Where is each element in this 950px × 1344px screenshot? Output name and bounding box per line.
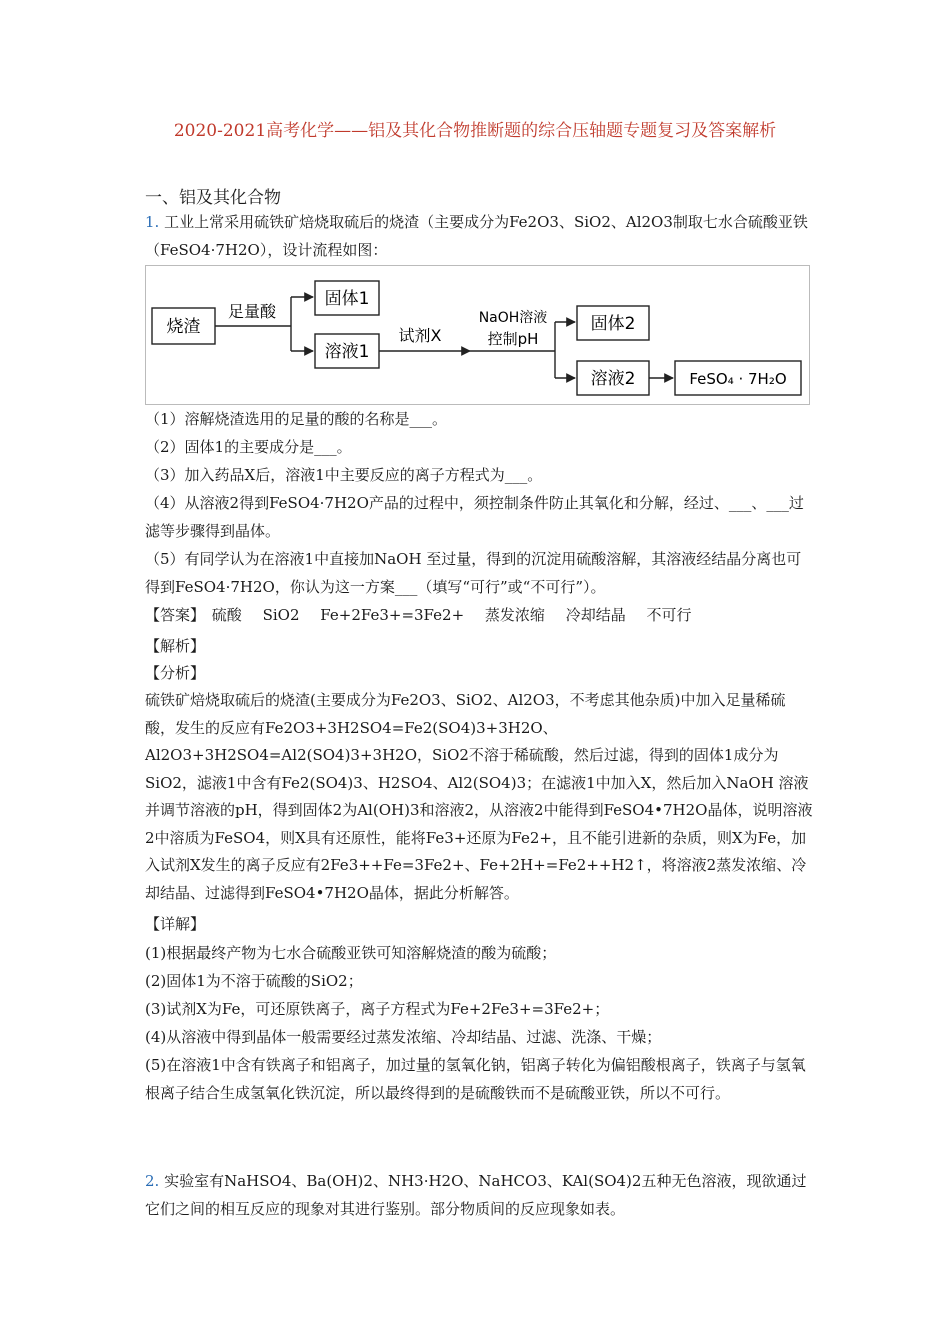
detail-2: (2)固体1为不溶于硫酸的SiO2；: [145, 972, 363, 990]
analysis-text: 硫铁矿焙烧取硫后的烧渣(主要成分为Fe2O3、SiO2、Al2O3，不考虑其他杂质)中加入足量稀硫酸，发生的反应有Fe2O3+3H2SO4=Fe2(SO4)3+3H2O、Al2O3+3H2SO4=Al2(SO4)3+3H2O，SiO2不溶于稀硫酸，然后过滤，得到的固体1成分为SiO2，滤液1中含有Fe2(SO4)3、H2SO4、Al2(SO4)3；在滤液1中加入X，然后加入NaOH 溶液并调节溶液的pH，得到固体2为Al(OH)3和溶液2，从溶液2中能得到FeSO4•7H2O晶体，说明溶液2中溶质为FeSO4，则X具有还原性，能将Fe3+还原为Fe2+，且不能引进新的杂质，则X为Fe，加入试剂X发生的离子反应有2Fe3++Fe=3Fe2+、Fe+2H+=Fe2++H2↑，将溶液2蒸发浓缩、冷却结晶、过滤得到FeSO4•7H2O晶体，据此分析解答。: [145, 691, 813, 902]
document-title: 2020-2021高考化学——铝及其化合物推断题的综合压轴题专题复习及答案解析: [173, 121, 777, 141]
question-2-number: 2.: [145, 1172, 160, 1190]
answer-item-2: SiO2: [262, 606, 300, 624]
answer-item-3: Fe+2Fe3+=3Fe2+: [320, 606, 465, 624]
answer-item-5: 冷却结晶: [565, 606, 626, 624]
flowchart: [145, 265, 810, 405]
detail-3: (3)试剂X为Fe，可还原铁离子，离子方程式为Fe+2Fe3+=3Fe2+；: [145, 1000, 610, 1018]
answer-label: 【答案】: [145, 606, 206, 624]
answer-line: [145, 602, 708, 629]
question-2-stem: [145, 1168, 815, 1223]
answer-item-1: 硫酸: [211, 606, 242, 624]
node-product-label: FeSO₄ · 7H₂O: [689, 370, 787, 388]
tag-xiangjie: 【详解】: [145, 915, 206, 933]
node-sol1-label: 溶液1: [324, 342, 370, 362]
answer-item-6: 不可行: [646, 606, 692, 624]
edge-x-label: 试剂X: [398, 326, 442, 345]
detail-1: (1)根据最终产物为七水合硫酸亚铁可知溶解烧渣的酸为硫酸；: [145, 944, 557, 962]
sub-question-3: （3）加入药品X后，溶液1中主要反应的离子方程式为___。: [145, 466, 543, 484]
question-1-stem: [145, 209, 815, 264]
question-2-text: 实验室有NaHSO4、Ba(OH)2、NH3·H2O、NaHCO3、KAl(SO4)2五种无色溶液，现欲通过它们之间的相互反应的现象对其进行鉴别。部分物质间的反应现象如表。: [145, 1172, 807, 1218]
sub-question-4: （4）从溶液2得到FeSO4·7H2O产品的过程中，须控制条件防止其氧化和分解，经过、___、___过滤等步骤得到晶体。: [145, 494, 804, 540]
answer-item-4: 蒸发浓缩: [484, 606, 545, 624]
node-sol2-label: 溶液2: [590, 369, 636, 389]
edge-naoh-label: NaOH溶液: [478, 310, 548, 326]
tag-jiexi: 【解析】: [145, 637, 206, 655]
sub-question-5: （5）有同学认为在溶液1中直接加NaOH 至过量，得到的沉淀用硫酸溶解，其溶液经结晶分离也可得到FeSO4·7H2O，你认为这一方案___（填写“可行”或“不可行”）。: [145, 550, 802, 596]
question-1-text: 工业上常采用硫铁矿焙烧取硫后的烧渣（主要成分为Fe2O3、SiO2、Al2O3制取七水合硫酸亚铁（FeSO4·7H2O），设计流程如图：: [145, 213, 808, 259]
tag-fenxi: 【分析】: [145, 664, 206, 682]
node-solid1-label: 固体1: [324, 289, 370, 309]
node-slag-label: 烧渣: [166, 317, 201, 337]
section-heading: 一、铝及其化合物: [145, 188, 281, 208]
sub-question-1: （1）溶解烧渣选用的足量的酸的名称是___。: [145, 410, 448, 428]
edge-acid-label: 足量酸: [227, 302, 277, 321]
sub-question-2: （2）固体1的主要成分是___。: [145, 438, 352, 456]
node-solid2-label: 固体2: [590, 314, 636, 334]
detail-5: (5)在溶液1中含有铁离子和铝离子，加过量的氢氧化钠，铝离子转化为偏铝酸根离子，铁离子与氢氧根离子结合生成氢氧化铁沉淀，所以最终得到的是硫酸铁而不是硫酸亚铁，所以不可行。: [145, 1056, 806, 1102]
question-1-number: 1.: [145, 213, 160, 231]
edge-ph-label: 控制pH: [487, 330, 539, 348]
detail-4: (4)从溶液中得到晶体一般需要经过蒸发浓缩、冷却结晶、过滤、洗涤、干燥；: [145, 1028, 662, 1046]
